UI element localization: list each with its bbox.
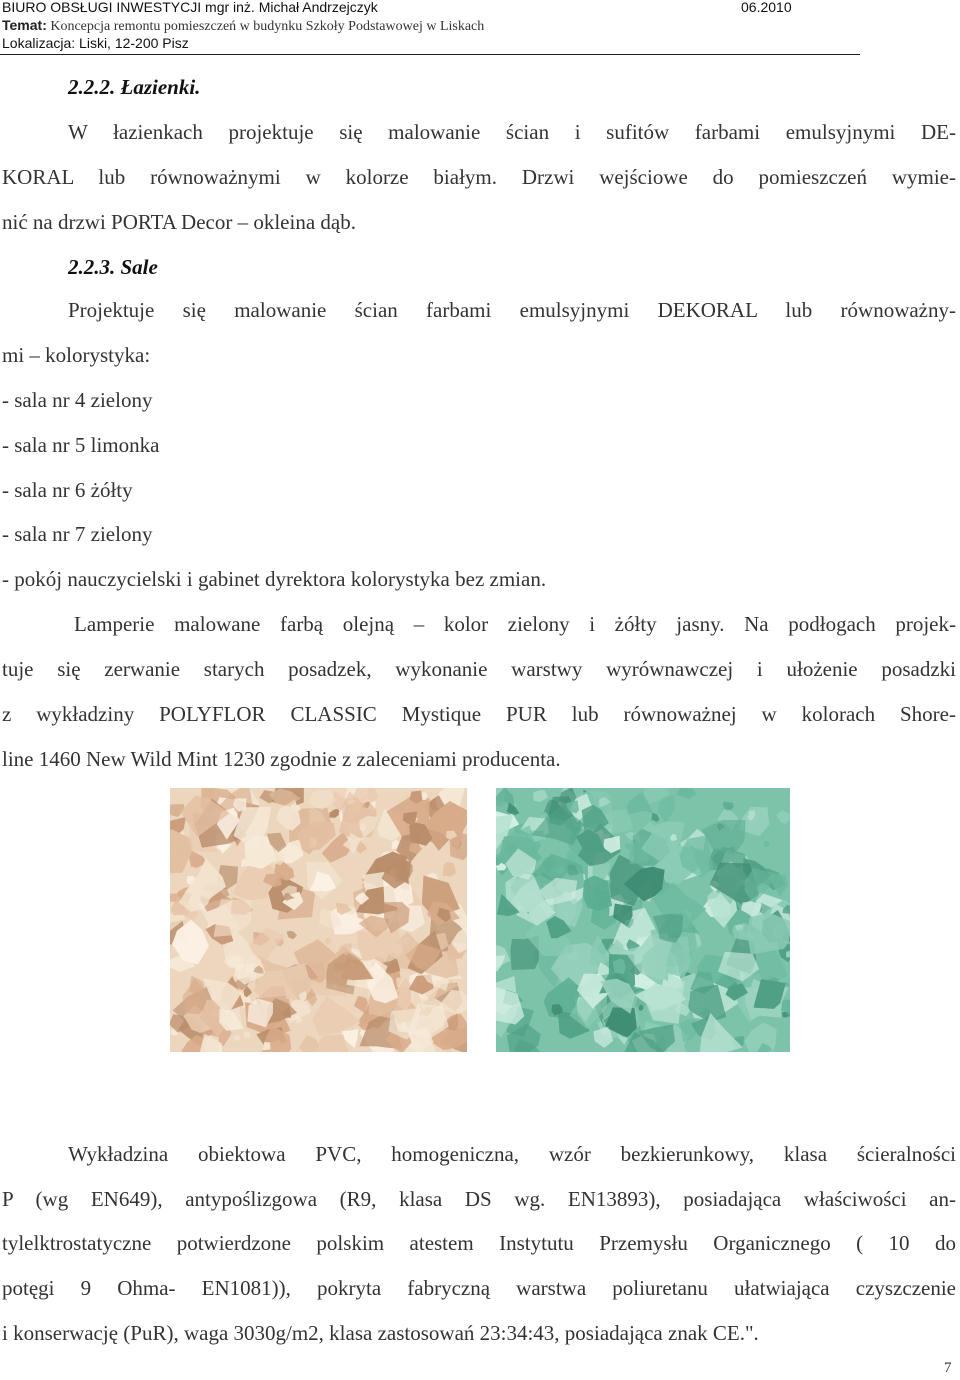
rooms-floor-line: z wykładziny POLYFLOR CLASSIC Mystique PUR lub równoważnej w kolorach Shore- — [2, 702, 956, 726]
flooring-swatch-mint — [496, 788, 790, 1052]
flooring-swatch-shoreline — [170, 788, 467, 1052]
room-color-item: - sala nr 6 żółty — [2, 478, 133, 502]
swatch-chip — [747, 912, 790, 954]
spec-line: i konserwację (PuR), waga 3030g/m2, klasa zastosowań 23:34:43, posiadająca znak CE.". — [2, 1321, 759, 1345]
header-location: Lokalizacja: Liski, 12-200 Pisz — [2, 35, 189, 51]
heading-bathrooms: 2.2.2. Łazienki. — [68, 75, 201, 99]
bathrooms-line: W łazienkach projektuje się malowanie ścian i sufitów farbami emulsyjnymi DE- — [68, 120, 956, 144]
heading-rooms: 2.2.3. Sale — [68, 255, 158, 279]
room-color-item: - sala nr 7 zielony — [2, 522, 153, 546]
flooring-swatch-shoreline-image — [170, 788, 467, 1052]
bathrooms-line: KORAL lub równoważnymi w kolorze białym. Drzwi wejściowe do pomieszczeń wymie- — [2, 165, 956, 189]
header-topic — [2, 17, 484, 35]
page-header — [0, 0, 860, 55]
rooms-floor-line: line 1460 New Wild Mint 1230 zgodnie z zaleceniami producenta. — [2, 747, 561, 771]
header-company: BIURO OBSŁUGI INWESTYCJI mgr inż. Michał Andrzejczyk — [2, 0, 378, 15]
header-date: 06.2010 — [741, 0, 792, 15]
rooms-intro-line: mi – kolorystyka: — [2, 343, 151, 367]
header-topic-label: Temat: — [2, 17, 47, 33]
rooms-floor-line: tuje się zerwanie starych posadzek, wykonanie warstwy wyrównawczej i ułożenie posadzki — [2, 657, 956, 681]
spec-line: Wykładzina obiektowa PVC, homogeniczna, wzór bezkierunkowy, klasa ścieralności — [68, 1142, 956, 1166]
rooms-intro-line: Projektuje się malowanie ścian farbami emulsyjnymi DEKORAL lub równoważny- — [68, 298, 956, 322]
spec-line: tylelktrostatyczne potwierdzone polskim atestem Instytutu Przemysłu Organicznego ( 10 do — [2, 1231, 956, 1255]
rooms-floor-line: Lamperie malowane farbą olejną – kolor zielony i żółty jasny. Na podłogach projek- — [74, 612, 956, 636]
bathrooms-line: nić na drzwi PORTA Decor – okleina dąb. — [2, 210, 356, 234]
spec-line: P (wg EN649), antypoślizgowa (R9, klasa DS wg. EN13893), posiadająca właściwości an- — [2, 1187, 956, 1211]
room-color-item: - sala nr 4 zielony — [2, 388, 153, 412]
room-color-item: - sala nr 5 limonka — [2, 433, 160, 457]
header-topic-text: Koncepcja remontu pomieszczeń w budynku Szkoły Podstawowej w Liskach — [50, 19, 485, 34]
room-color-item: - pokój nauczycielski i gabinet dyrektora kolorystyka bez zmian. — [2, 567, 547, 591]
flooring-swatch-mint-image — [496, 788, 790, 1052]
page-number: 7 — [944, 1360, 952, 1376]
spec-line: potęgi 9 Ohma- EN1081)), pokryta fabryczną warstwa poliuretanu ułatwiająca czyszczenie — [2, 1276, 956, 1300]
